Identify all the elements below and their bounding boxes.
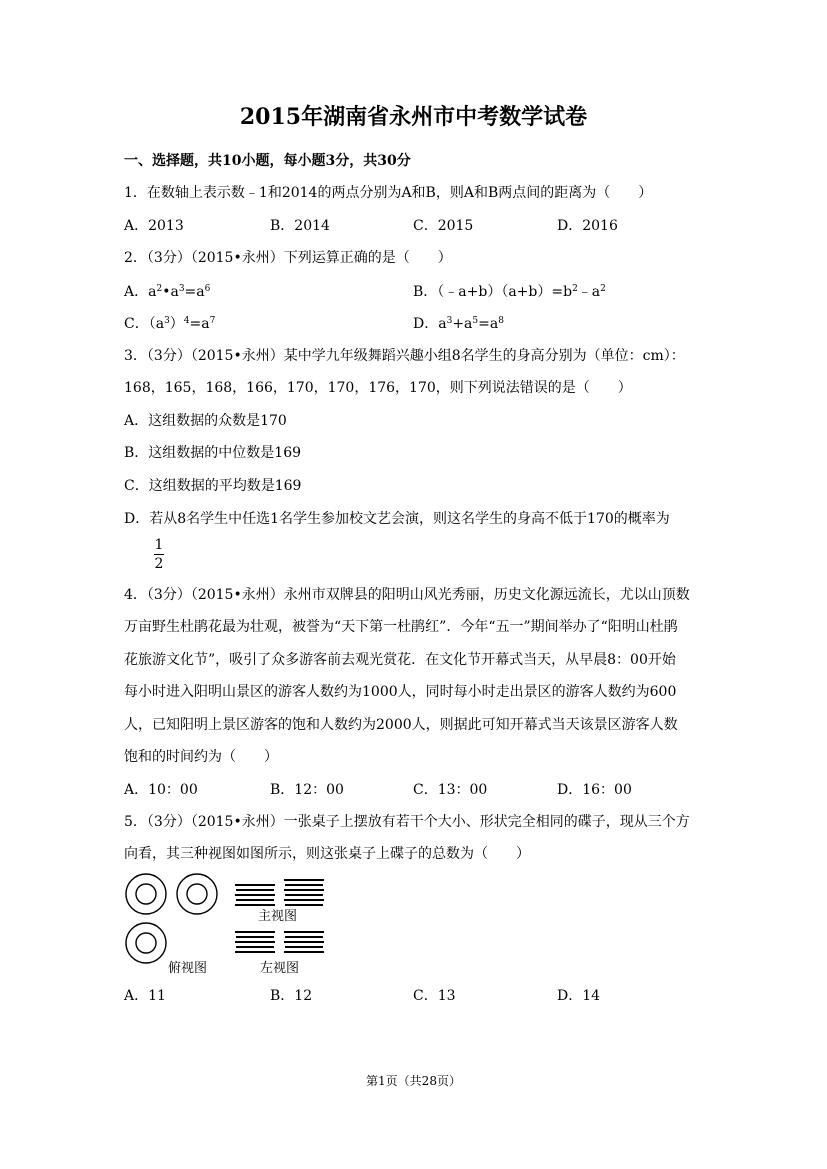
left-view-stack-1 xyxy=(235,932,275,952)
front-view-stack-1 xyxy=(235,885,275,905)
left-view-stack-2 xyxy=(284,932,324,952)
q4-line-5: 人，已知阳明上景区游客的饱和人数约为2000人，则据此可知开幕式当天该景区游客人数 xyxy=(124,717,678,733)
q5-option-b: B．12 xyxy=(270,988,313,1004)
q1-stem: 1．在数轴上表示数﹣1和2014的两点分别为A和B，则A和B两点间的距离为（ ） xyxy=(124,185,653,201)
q5-figure xyxy=(122,870,342,980)
q3-option-b: B．这组数据的中位数是169 xyxy=(124,445,302,461)
q4-option-d: D．16：00 xyxy=(557,782,632,798)
q4-option-c: C．13：00 xyxy=(413,782,488,798)
q3-option-a: A．这组数据的众数是170 xyxy=(124,413,287,429)
top-view-plate-3 xyxy=(126,923,166,963)
q2-stem: 2．（3分）（2015•永州）下列运算正确的是（ ） xyxy=(124,250,452,266)
q5-option-d: D．14 xyxy=(557,988,601,1004)
front-view-label: 主视图 xyxy=(258,909,298,924)
top-view-plate-1 xyxy=(126,874,166,914)
q5-option-c: C．13 xyxy=(413,988,456,1004)
fraction-bar xyxy=(154,554,164,555)
q3-fraction xyxy=(151,537,167,572)
top-view-plate-2 xyxy=(177,874,217,914)
q4-line-6: 饱和的时间约为（ ） xyxy=(124,749,278,765)
page-title: 2015年湖南省永州市中考数学试卷 xyxy=(239,104,588,130)
q3-stem-line2: 168，165，168，166，170，170，176，170，则下列说法错误的是（ ） xyxy=(124,380,632,396)
top-view-label: 俯视图 xyxy=(168,961,208,976)
q5-stem-line2: 向看，其三种视图如图所示，则这张桌子上碟子的总数为（ ） xyxy=(124,846,530,862)
q1-option-d: D．2016 xyxy=(557,218,618,234)
section-heading: 一、选择题，共10小题，每小题3分，共30分 xyxy=(124,153,411,169)
q4-line-4: 每小时进入阳明山景区的游客人数约为1000人，同时每小时走出景区的游客人数约为600 xyxy=(124,684,677,700)
q3-option-c: C．这组数据的平均数是169 xyxy=(124,478,302,494)
fraction-denominator: 2 xyxy=(154,556,164,572)
q4-option-a: A．10：00 xyxy=(124,782,198,798)
q3-option-d: D．若从8名学生中任选1名学生参加校文艺会演，则这名学生的身高不低于170的概率为 xyxy=(124,511,670,527)
q2-option-d: D．$a^3+a^5=a^8$ xyxy=(413,316,504,332)
front-view-stack-2 xyxy=(284,880,324,905)
q1-option-a: A．2013 xyxy=(124,218,184,234)
q4-option-b: B．12：00 xyxy=(270,782,344,798)
q4-line-3: 花旅游文化节”，吸引了众多游客前去观光赏花．在文化节开幕式当天，从早晨8：00开始 xyxy=(124,652,676,668)
q4-line-1: 4．（3分）（2015•永州）永州市双牌县的阳明山风光秀丽，历史文化源远流长，尤以山顶数 xyxy=(124,587,690,603)
fraction-numerator: 1 xyxy=(154,537,164,553)
q1-option-c: C．2015 xyxy=(413,218,474,234)
q2-option-a: A．$a^2•a^3=a^6$ xyxy=(124,284,211,300)
left-view-label: 左视图 xyxy=(260,961,300,976)
q1-option-b: B．2014 xyxy=(270,218,330,234)
q2-option-c: C．$(a^3)^4=a^7$ xyxy=(124,316,216,332)
q5-option-a: A．11 xyxy=(124,988,166,1004)
q2-option-b: B．$(﹣a+b)(a+b)=b^2﹣a^2$ xyxy=(413,284,606,300)
page-footer: 第1页（共28页） xyxy=(366,1074,461,1088)
q4-line-2: 万亩野生杜鹃花最为壮观，被誉为“天下第一杜鹃红”．今年“五一”期间举办了“阳明山杜鹃 xyxy=(124,619,678,635)
q3-stem-line1: 3．（3分）（2015•永州）某中学九年级舞蹈兴趣小组8名学生的身高分别为（单位：cm）： xyxy=(124,348,685,364)
q5-stem-line1: 5．（3分）（2015•永州）一张桌子上摆放有若干个大小、形状完全相同的碟子，现从三个方 xyxy=(124,814,690,830)
